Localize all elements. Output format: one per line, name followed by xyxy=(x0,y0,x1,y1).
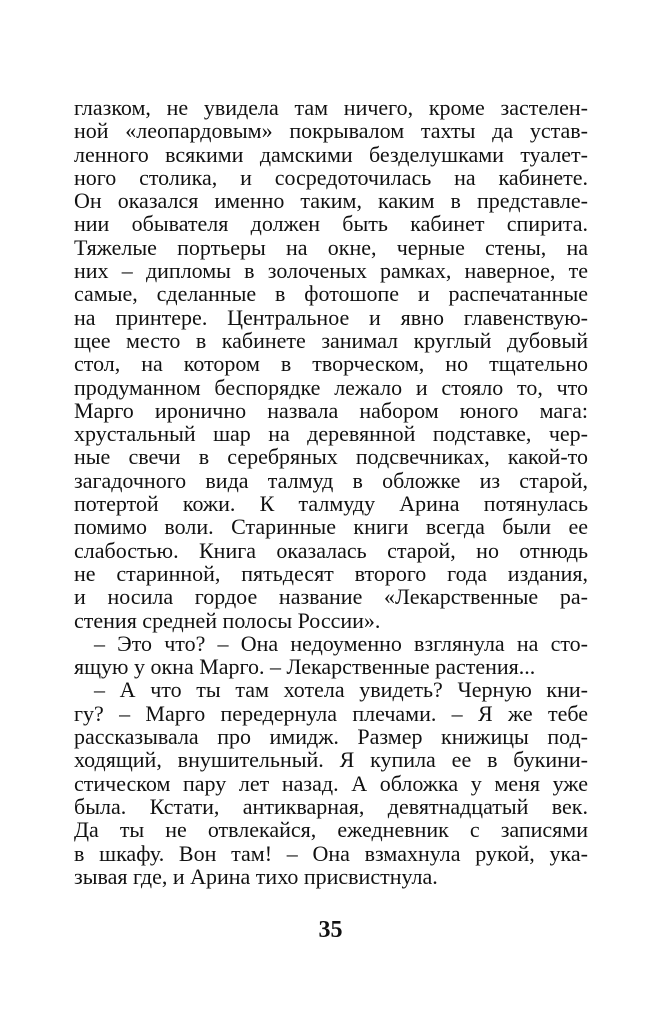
text-line: нии обывателя должен быть кабинет спирита. xyxy=(74,211,588,237)
text-line: ходящий, внушительный. Я купила ее в букини- xyxy=(74,747,588,773)
text-line: ленного всякими дамскими безделушками туалет- xyxy=(74,141,588,167)
text-line: и носила гордое название «Лекарственные ра- xyxy=(74,584,588,610)
text-line: была. Кстати, антикварная, девятнадцатый век. xyxy=(74,793,588,819)
text-line: помимо воли. Старинные книги всегда были ее xyxy=(74,514,588,540)
text-line: ного столика, и сосредоточилась на кабинете. xyxy=(74,164,588,190)
text-line: загадочного вида талмуд в обложке из старой, xyxy=(74,467,588,493)
text-line: потертой кожи. К талмуду Арина потянулась xyxy=(74,491,588,517)
text-line: на принтере. Центральное и явно главенствую- xyxy=(74,304,588,330)
text-line: в шкафу. Вон там! – Она взмахнула рукой, ука- xyxy=(74,840,588,866)
text-line: Тяжелые портьеры на окне, черные стены, на xyxy=(74,234,588,260)
text-line: самые, сделанные в фотошопе и распечатанные xyxy=(74,281,588,307)
text-line: Да ты не отвлекайся, ежедневник с записями xyxy=(74,817,588,843)
text-line: них – дипломы в золоченых рамках, наверное, те xyxy=(74,258,588,284)
text-line: продуманном беспорядке лежало и стояло то, что xyxy=(74,374,588,400)
text-line: ной «леопардовым» покрывалом тахты да устав- xyxy=(74,118,588,144)
text-line: стическом пару лет назад. А обложка у меня уже xyxy=(74,770,588,796)
body-text xyxy=(74,96,588,888)
text-line: ящую у окна Марго. – Лекарственные растения... xyxy=(74,654,536,680)
text-line: Марго иронично назвала набором юного мага: xyxy=(74,397,588,423)
text-line: глазком, не увидела там ничего, кроме застелен- xyxy=(74,95,588,120)
text-line: гу? – Марго передернула плечами. – Я же тебе xyxy=(74,700,588,726)
text-line: стол, на котором в творческом, но тщательно xyxy=(74,351,588,377)
text-line: – А что ты там хотела увидеть? Черную кни- xyxy=(94,677,588,703)
text-line: не старинной, пятьдесят второго года издания, xyxy=(74,560,588,586)
text-line: зывая где, и Арина тихо присвистнула. xyxy=(74,863,438,889)
page-number: 35 xyxy=(318,917,343,943)
text-line: щее место в кабинете занимал круглый дубовый xyxy=(74,327,588,353)
text-line: слабостью. Книга оказалась старой, но отнюдь xyxy=(74,537,588,563)
text-line: ные свечи в серебряных подсвечниках, какой-то xyxy=(74,444,588,470)
text-line: – Это что? – Она недоуменно взглянула на сто- xyxy=(94,630,588,656)
text-line: рассказывала про имидж. Размер книжицы под- xyxy=(74,724,588,750)
text-line: хрустальный шар на деревянной подставке, чер- xyxy=(74,421,588,447)
text-line: стения средней полосы России». xyxy=(74,607,381,633)
text-line: Он оказался именно таким, каким в представле- xyxy=(74,188,588,214)
